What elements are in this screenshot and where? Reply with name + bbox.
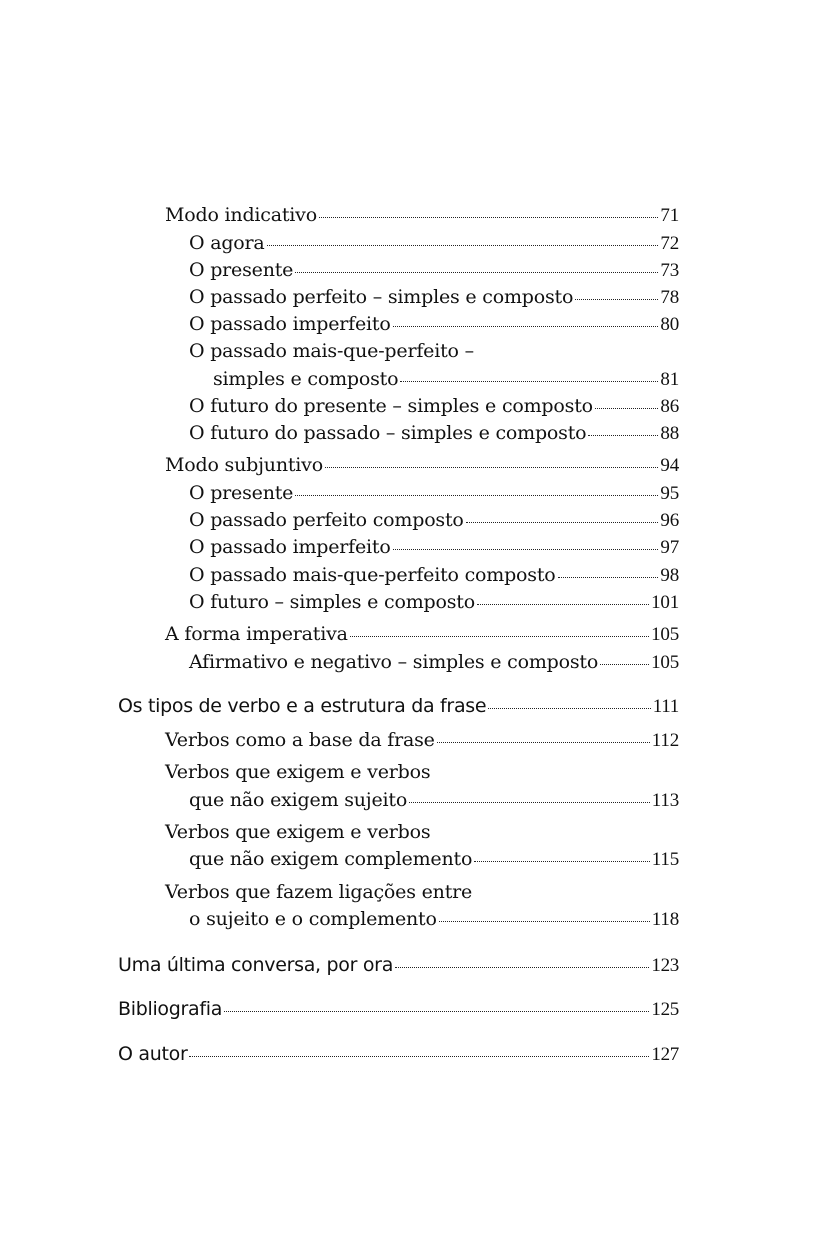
- toc-chapter-title: Bibliografia: [118, 998, 223, 1020]
- toc-chapter-page: 127: [651, 1044, 679, 1065]
- leader-dots: [466, 521, 659, 523]
- leader-dots: [395, 966, 649, 968]
- toc-entry-title: Modo subjuntivo: [165, 454, 323, 476]
- toc-entry-sub-passado-perfeito[interactable]: [189, 509, 679, 532]
- toc-entry-page: 113: [651, 790, 679, 811]
- toc-entry-title: O passado imperfeito: [189, 313, 391, 335]
- toc-entry-page: 118: [651, 909, 679, 930]
- leader-dots: [409, 801, 650, 803]
- toc-chapter-title: Os tipos de verbo e a estrutura da frase: [118, 695, 487, 717]
- leader-dots: [595, 407, 659, 409]
- toc-entry-title: O passado perfeito composto: [189, 509, 464, 531]
- toc-entry-ind-futuro-presente[interactable]: [189, 395, 679, 418]
- toc-entry-title: O futuro do presente – simples e composto: [189, 395, 593, 417]
- toc-entry-verbos-ligacoes-line1: Verbos que fazem ligações entre: [165, 881, 473, 903]
- toc-entry-title: O agora: [189, 232, 265, 254]
- toc-entry-ind-presente[interactable]: [189, 259, 679, 282]
- toc-entry-verbos-sujeito-line1: Verbos que exigem e verbos: [165, 761, 431, 783]
- leader-dots: [575, 298, 658, 300]
- toc-entry-sub-mais-que-perfeito[interactable]: [189, 564, 679, 587]
- toc-entry-sub-passado-imperfeito[interactable]: [189, 536, 679, 559]
- toc-entry-modo-subjuntivo[interactable]: [165, 454, 679, 477]
- toc-entry-title: O futuro do passado – simples e composto: [189, 422, 587, 444]
- toc-entry-title: simples e composto: [213, 368, 399, 390]
- toc-entry-page: 96: [660, 510, 679, 531]
- toc-entry-page: 80: [660, 314, 679, 335]
- leader-dots: [600, 663, 649, 665]
- toc-entry-page: 105: [651, 652, 679, 673]
- leader-dots: [393, 548, 659, 550]
- toc-entry-title: A forma imperativa: [165, 623, 348, 645]
- leader-dots: [488, 707, 651, 709]
- toc-entry-title: Verbos como a base da frase: [165, 729, 435, 751]
- toc-entry-page: 86: [660, 396, 679, 417]
- toc-entry-page: 94: [660, 455, 679, 476]
- toc-entry-title: o sujeito e o complemento: [189, 908, 437, 930]
- toc-chapter-title: Uma última conversa, por ora: [118, 954, 394, 976]
- toc-chapter-page: 123: [651, 955, 679, 976]
- toc-entry-sub-futuro[interactable]: [189, 591, 679, 614]
- leader-dots: [474, 860, 650, 862]
- toc-entry-title: O passado mais-que-perfeito composto: [189, 564, 556, 586]
- leader-dots: [588, 434, 658, 436]
- leader-dots: [350, 635, 649, 637]
- leader-dots: [224, 1010, 649, 1012]
- toc-entry-afirmativo-negativo[interactable]: [189, 651, 679, 674]
- toc-entry-verbos-base[interactable]: [165, 729, 679, 752]
- toc-chapter-ultima-conversa[interactable]: [118, 954, 679, 977]
- toc-entry-title: O presente: [189, 482, 294, 504]
- toc-entry-page: 88: [660, 423, 679, 444]
- toc-entry-page: 115: [651, 849, 679, 870]
- toc-entry-verbos-complemento-line1: Verbos que exigem e verbos: [165, 821, 431, 843]
- toc-entry-page: 98: [660, 565, 679, 586]
- toc-entry-verbos-sujeito[interactable]: [189, 789, 679, 812]
- toc-entry-page: 105: [651, 624, 679, 645]
- toc-chapter-o-autor[interactable]: [118, 1043, 679, 1066]
- leader-dots: [477, 603, 649, 605]
- leader-dots: [267, 244, 659, 246]
- toc-entry-page: 71: [660, 205, 679, 226]
- toc-entry-title: Modo indicativo: [165, 204, 317, 226]
- toc-chapter-page: 125: [651, 999, 679, 1020]
- leader-dots: [295, 494, 658, 496]
- toc-chapter-title: O autor: [118, 1043, 188, 1065]
- toc-entry-ind-passado-imperfeito[interactable]: [189, 313, 679, 336]
- toc-entry-page: 81: [660, 369, 679, 390]
- toc-entry-title: Afirmativo e negativo – simples e composto: [189, 651, 599, 673]
- leader-dots: [558, 576, 659, 578]
- leader-dots: [393, 325, 659, 327]
- toc-entry-page: 101: [651, 592, 679, 613]
- leader-dots: [439, 920, 650, 922]
- leader-dots: [400, 380, 658, 382]
- toc-entry-ind-passado-perfeito[interactable]: [189, 286, 679, 309]
- toc-entry-mais-que-perfeito-line1: O passado mais-que-perfeito –: [189, 340, 474, 362]
- leader-dots: [189, 1055, 649, 1057]
- toc-entry-page: 73: [660, 260, 679, 281]
- toc-entry-title: O presente: [189, 259, 294, 281]
- leader-dots: [295, 271, 658, 273]
- toc-entry-title: O passado perfeito – simples e composto: [189, 286, 574, 308]
- toc-entry-page: 97: [660, 537, 679, 558]
- toc-chapter-tipos-verbo[interactable]: [118, 695, 679, 718]
- toc-entry-title: O passado imperfeito: [189, 536, 391, 558]
- toc-entry-ind-futuro-passado[interactable]: [189, 422, 679, 445]
- toc-entry-forma-imperativa[interactable]: [165, 623, 679, 646]
- toc-entry-title: que não exigem complemento: [189, 848, 473, 870]
- toc-entry-title: O futuro – simples e composto: [189, 591, 475, 613]
- toc-entry-title: que não exigem sujeito: [189, 789, 408, 811]
- toc-entry-o-agora[interactable]: [189, 232, 679, 255]
- leader-dots: [325, 466, 658, 468]
- toc-chapter-bibliografia[interactable]: [118, 998, 679, 1021]
- toc-entry-verbos-complemento[interactable]: [189, 848, 679, 871]
- toc-chapter-page: 111: [652, 696, 679, 717]
- toc-entry-page: 72: [660, 233, 679, 254]
- toc-entry-sub-presente[interactable]: [189, 482, 679, 505]
- toc-entry-ind-mais-que-perfeito[interactable]: [213, 368, 679, 391]
- toc-entry-modo-indicativo[interactable]: [165, 204, 679, 227]
- toc-entry-verbos-ligacoes[interactable]: [189, 908, 679, 931]
- leader-dots: [319, 216, 658, 218]
- toc-entry-page: 78: [660, 287, 679, 308]
- leader-dots: [437, 741, 650, 743]
- toc-entry-page: 95: [660, 483, 679, 504]
- toc-entry-page: 112: [651, 730, 679, 751]
